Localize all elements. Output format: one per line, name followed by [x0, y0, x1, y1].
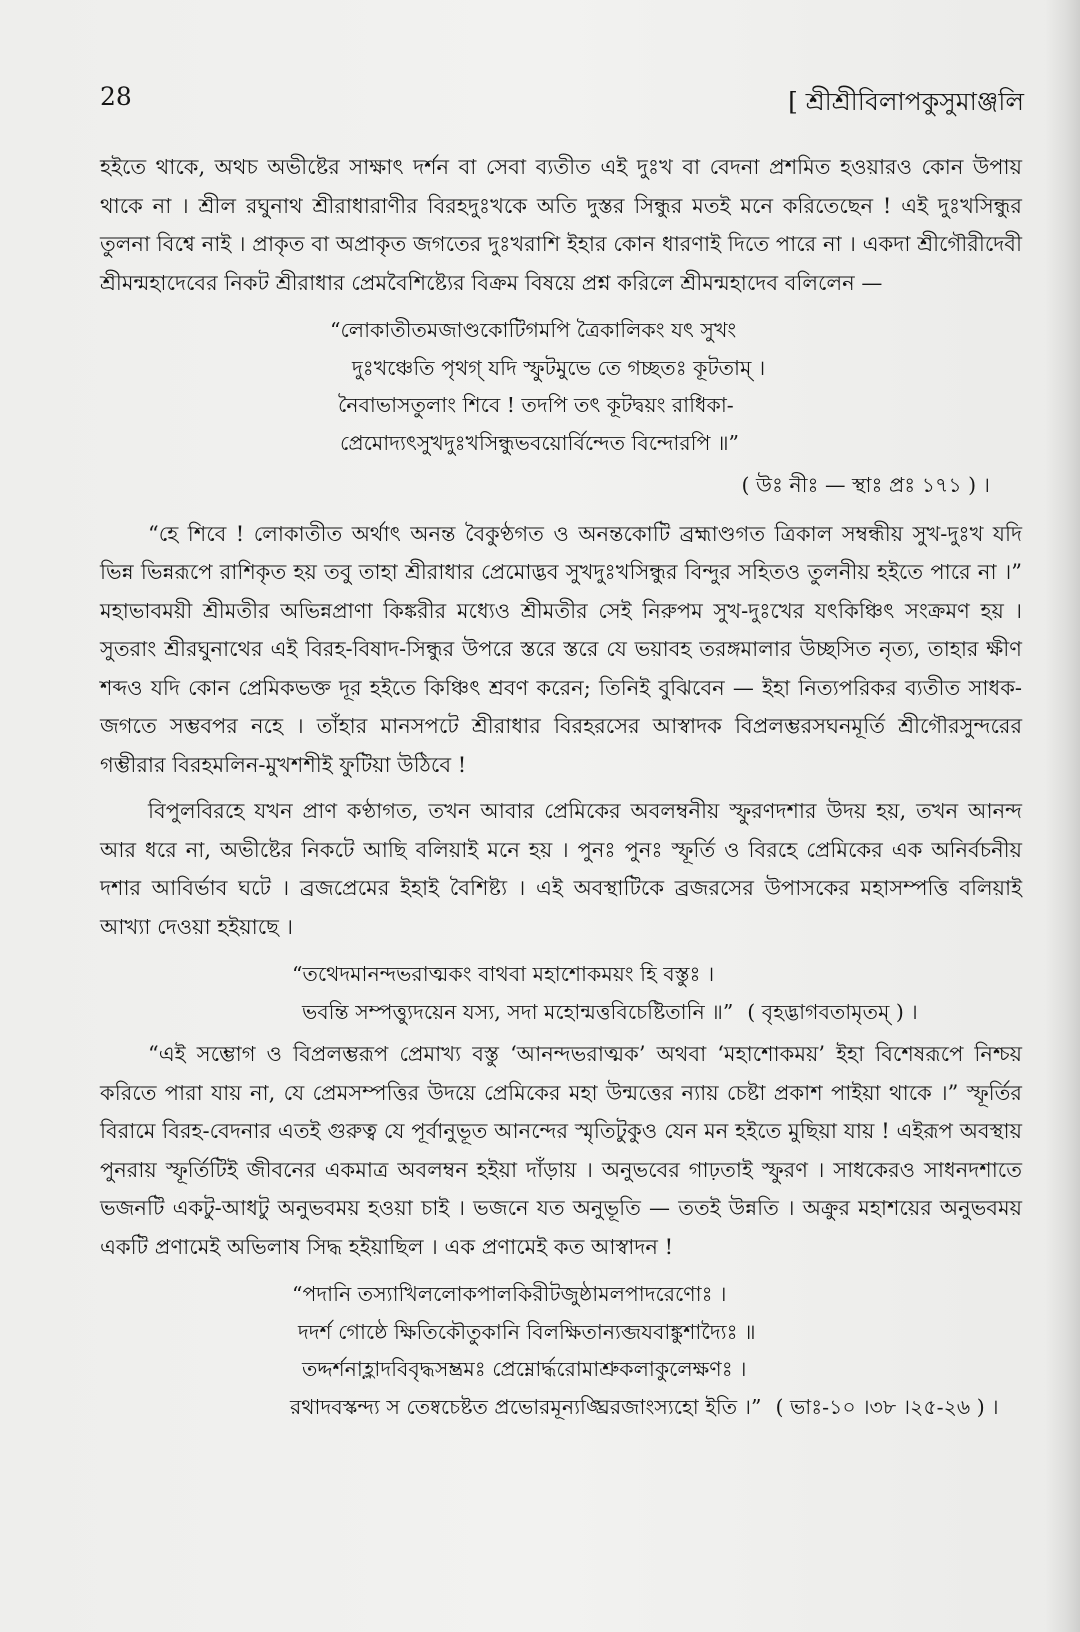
verse-2-line-2-text: ভবন্তি সম্পত্ত্যুদয়েন যস্য, সদা মহোন্মত্তবিচেষ্টিতানি ॥”: [302, 999, 734, 1024]
verse-3-citation: ( ভাঃ-১০ ।৩৮ ।২৫-২৬ ) ।: [775, 1394, 999, 1419]
verse-2-line-1: “তথেদমানন্দভরাত্মকং বাথবা মহাশোকময়ং হি বস্তুঃ ।: [292, 962, 715, 986]
verse-3-line-2: দদর্শ গোষ্ঠে ক্ষিতিকৌতুকানি বিলক্ষিতান্যব্জযবাঙ্কুশাদ্যৈঃ ॥: [298, 1319, 756, 1344]
verse-1: [100, 312, 1022, 462]
verse-1-line-4: প্রেমোদ্যৎসুখদুঃখসিন্ধুভবয়োর্বিন্দেত বিন্দোরপি ॥”: [340, 430, 740, 455]
paragraph-4: “এই সম্ভোগ ও বিপ্রলম্ভরূপ প্রেমাখ্য বস্তু ‘আনন্দভরাত্মক’ অথবা ‘মহাশোকময়’ ইহা বিশেষরূপে নিশ্চয় করিতে পারা যায় না, যে প্রেমসম্পত্তির উদয়ে প্রেমিকের মহা উন্মত্তের ন্যায় চেষ্টা প্রকাশ পাইয়া থাকে ।” স্ফূর্তির বিরামে বিরহ-বেদনার এতই গুরুত্ব যে পূর্বানুভূত আনন্দের স্মৃতিটুকুও যেন মন হইতে মুছিয়া যায় ! এইরূপ অবস্থায় পুনরায় স্ফূর্তিটিই জীবনের একমাত্র অবলম্বন হইয়া দাঁড়ায় । অনুভবের গাঢ়তাই স্ফুরণ । সাধকেরও সাধনদশাতে ভজনটি একটু-আধটু অনুভবময় হওয়া চাই । ভজনে যত অনুভূতি — ততই উন্নতি । অক্রুর মহাশয়ের অনুভবময় একটি প্রণামেই অভিলাষ সিদ্ধ হইয়াছিল । এক প্রণামেই কত আস্বাদন !: [100, 1042, 1022, 1259]
page-body: [100, 148, 1022, 1430]
verse-2: [100, 956, 1022, 1031]
page-number: 28: [100, 82, 132, 111]
paragraph-3: বিপুলবিরহে যখন প্রাণ কণ্ঠাগত, তখন আবার প্রেমিকের অবলম্বনীয় স্ফুরণদশার উদয় হয়, তখন আনন্দ আর ধরে না, অভীষ্টের নিকটে আছি বলিয়াই মনে হয় । পুনঃ পুনঃ স্ফূর্তি ও বিরহে প্রেমিকের এক অনির্বচনীয় দশার আবির্ভাব ঘটে । ব্রজপ্রেমের ইহাই বৈশিষ্ট্য । এই অবস্থাটিকে ব্রজরসের উপাসকের মহাসম্পত্তি বলিয়াই আখ্যা দেওয়া হইয়াছে ।: [100, 799, 1022, 939]
verse-3-line-4-text: রথাদবস্কন্দ্য স তেষ্বচেষ্টত প্রভোরমূন্যঙ্ঘ্রিরজাংস্যহো ইতি ।”: [290, 1394, 762, 1419]
verse-1-line-3: নৈবাভাসতুলাং শিবে ! তদপি তৎ কূটদ্বয়ং রাধিকা-: [338, 393, 734, 417]
verse-1-line-2: দুঃখঞ্চেতি পৃথগ্ যদি স্ফুটমুভে তে গচ্ছতঃ কূটতাম্ ।: [352, 355, 766, 380]
verse-3-line-4: [100, 1389, 1022, 1427]
verse-2-citation: ( বৃহদ্ভাগবতামৃতম্ ) ।: [747, 999, 918, 1024]
paragraph-1: হইতে থাকে, অথচ অভীষ্টের সাক্ষাৎ দর্শন বা সেবা ব্যতীত এই দুঃখ বা বেদনা প্রশমিত হওয়ারও কোন উপায় থাকে না । শ্রীল রঘুনাথ শ্রীরাধারাণীর বিরহদুঃখকে অতি দুস্তর সিন্ধুর মতই মনে করিতেছেন ! এই দুঃখসিন্ধুর তুলনা বিশ্বে নাই । প্রাকৃত বা অপ্রাকৃত জগতের দুঃখরাশি ইহার কোন ধারণাই দিতে পারে না । একদা শ্রীগৌরীদেবী শ্রীমন্মহাদেবের নিকট শ্রীরাধার প্রেমবৈশিষ্ট্যের বিক্রম বিষয়ে প্রশ্ন করিলে শ্রীমন্মহাদেব বলিলেন —: [100, 155, 1022, 295]
page-edge-shadow: [1046, 0, 1080, 1632]
verse-1-citation: ( উঃ নীঃ — স্থাঃ প্রঃ ১৭১ ) ।: [741, 473, 990, 497]
verse-1-line-1: “লোকাতীতমজাণ্ডকোটিগমপি ত্রৈকালিকং যৎ সুখং: [330, 318, 737, 342]
paragraph-2: “হে শিবে ! লোকাতীত অর্থাৎ অনন্ত বৈকুণ্ঠগত ও অনন্তকোটি ব্রহ্মাণ্ডগত ত্রিকাল সম্বন্ধীয় সুখ-দুঃখ যদি ভিন্ন ভিন্নরূপে রাশিকৃত হয় তবু তাহা শ্রীরাধার প্রেমোদ্ভব সুখদুঃখসিন্ধুর বিন্দুর সহিতও তুলনীয় হইতে পারে না ।” মহাভাবময়ী শ্রীমতীর অভিন্নপ্রাণা কিঙ্করীর মধ্যেও শ্রীমতীর সেই নিরুপম সুখ-দুঃখের যৎকিঞ্চিৎ সংক্রমণ হয় । সুতরাং শ্রীরঘুনাথের এই বিরহ-বিষাদ-সিন্ধুর উপরে স্তরে স্তরে যে ভয়াবহ তরঙ্গমালার উচ্ছসিত নৃত্য, তাহার ক্ষীণ শব্দও যদি কোন প্রেমিকভক্ত দূর হইতে কিঞ্চিৎ শ্রবণ করেন; তিনিই বুঝিবেন — ইহা নিত্যপরিকর ব্যতীত সাধক-জগতে সম্ভবপর নহে । তাঁহার মানসপটে শ্রীরাধার বিরহরসের আস্বাদক বিপ্রলম্ভরসঘনমূর্তি শ্রীগৌরসুন্দরের গম্ভীরার বিরহমলিন-মুখশশীই ফুটিয়া উঠিবে !: [100, 521, 1022, 777]
running-title: [ শ্রীশ্রীবিলাপকুসুমাঞ্জলি: [788, 87, 1024, 116]
verse-3-line-3: তদ্দর্শনাহ্লাদবিবৃদ্ধসম্ভ্রমঃ প্রেম্নোর্দ্ধরোমাশ্রুকলাকুলেক্ষণঃ ।: [302, 1357, 747, 1381]
verse-3-line-1: “পদানি তস্যাখিললোকপালকিরীটজুষ্ঠামলপাদরেণোঃ ।: [292, 1282, 727, 1306]
verse-3: [100, 1276, 1022, 1426]
page-header: [100, 82, 1024, 122]
verse-2-line-2: [100, 994, 1022, 1032]
